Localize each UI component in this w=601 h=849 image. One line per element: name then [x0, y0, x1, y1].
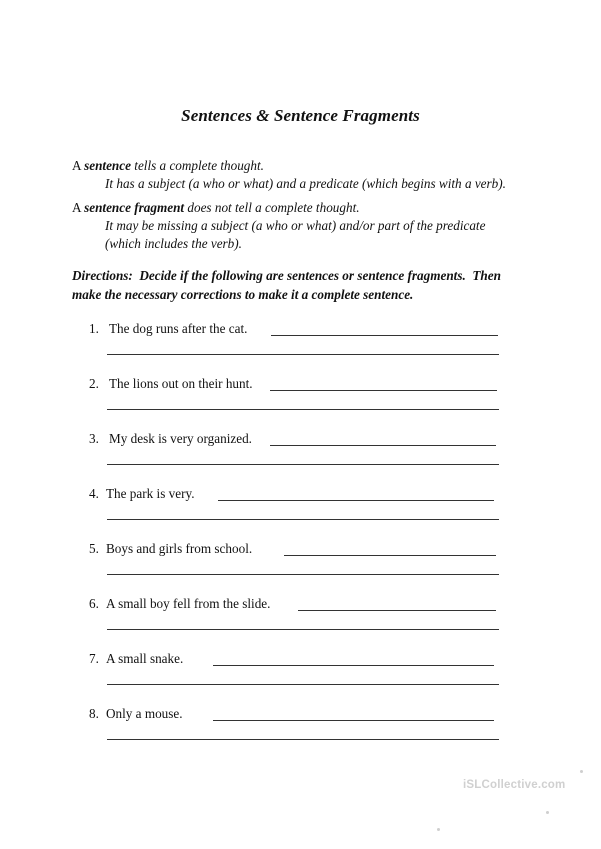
item-sentence: Only a mouse.	[106, 706, 183, 721]
item-sentence: A small boy fell from the slide.	[106, 596, 271, 611]
page-title: Sentences & Sentence Fragments	[181, 106, 420, 125]
exercise-item-2	[72, 376, 512, 416]
definition-prefix: A	[72, 200, 85, 215]
answer-line[interactable]	[107, 519, 499, 520]
definition-sentence	[72, 157, 506, 193]
item-sentence: The lions out on their hunt.	[109, 376, 253, 391]
definition-term: sentence	[84, 158, 131, 173]
answer-line[interactable]	[213, 665, 494, 666]
decorative-dot	[437, 828, 440, 831]
answer-line[interactable]	[270, 390, 497, 391]
answer-line[interactable]	[107, 409, 499, 410]
answer-line[interactable]	[271, 335, 498, 336]
definition-term: sentence fragment	[84, 200, 185, 215]
exercise-item-5	[72, 541, 512, 581]
answer-line[interactable]	[107, 684, 499, 685]
definition-sentence-fragment	[72, 199, 485, 253]
item-sentence: The dog runs after the cat.	[109, 321, 248, 336]
item-sentence: Boys and girls from school.	[106, 541, 253, 556]
answer-line[interactable]	[107, 739, 499, 740]
item-number: 3.	[89, 431, 99, 446]
definition-head	[72, 199, 485, 217]
item-sentence: A small snake.	[106, 651, 184, 666]
exercise-item-6	[72, 596, 512, 636]
definition-detail: (which includes the verb).	[105, 236, 242, 251]
item-sentence: The park is very.	[106, 486, 195, 501]
exercise-item-4	[72, 486, 512, 526]
exercise-item-8	[72, 706, 512, 746]
directions-line: Directions: Decide if the following are sentences or sentence fragments. Then	[72, 268, 501, 283]
item-number: 4.	[89, 486, 99, 501]
answer-line[interactable]	[270, 445, 496, 446]
definition-prefix: A	[72, 158, 85, 173]
answer-line[interactable]	[218, 500, 494, 501]
answer-line[interactable]	[284, 555, 496, 556]
definition-detail: It has a subject (a who or what) and a predicate (which begins with a verb).	[105, 176, 506, 191]
answer-line[interactable]	[107, 464, 499, 465]
item-number: 5.	[89, 541, 99, 556]
watermark: iSLCollective.com	[463, 779, 566, 791]
item-sentence: My desk is very organized.	[109, 431, 252, 446]
item-number: 8.	[89, 706, 99, 721]
answer-line[interactable]	[213, 720, 494, 721]
directions-line: make the necessary corrections to make it a complete sentence.	[72, 287, 414, 302]
decorative-dot	[580, 770, 583, 773]
answer-line[interactable]	[107, 354, 499, 355]
item-number: 2.	[89, 376, 99, 391]
answer-line[interactable]	[107, 629, 499, 630]
definition-head	[72, 157, 506, 175]
directions	[72, 266, 542, 304]
answer-line[interactable]	[107, 574, 499, 575]
definition-description: tells a complete thought.	[130, 158, 264, 173]
definition-description: does not tell a complete thought.	[184, 200, 360, 215]
decorative-dot	[546, 811, 549, 814]
item-number: 6.	[89, 596, 99, 611]
exercise-item-3	[72, 431, 512, 471]
answer-line[interactable]	[298, 610, 496, 611]
item-number: 1.	[89, 321, 99, 336]
exercise-item-7	[72, 651, 512, 691]
definition-detail: It may be missing a subject (a who or what) and/or part of the predicate	[105, 218, 486, 233]
item-number: 7.	[89, 651, 99, 666]
exercise-item-1	[72, 321, 512, 361]
